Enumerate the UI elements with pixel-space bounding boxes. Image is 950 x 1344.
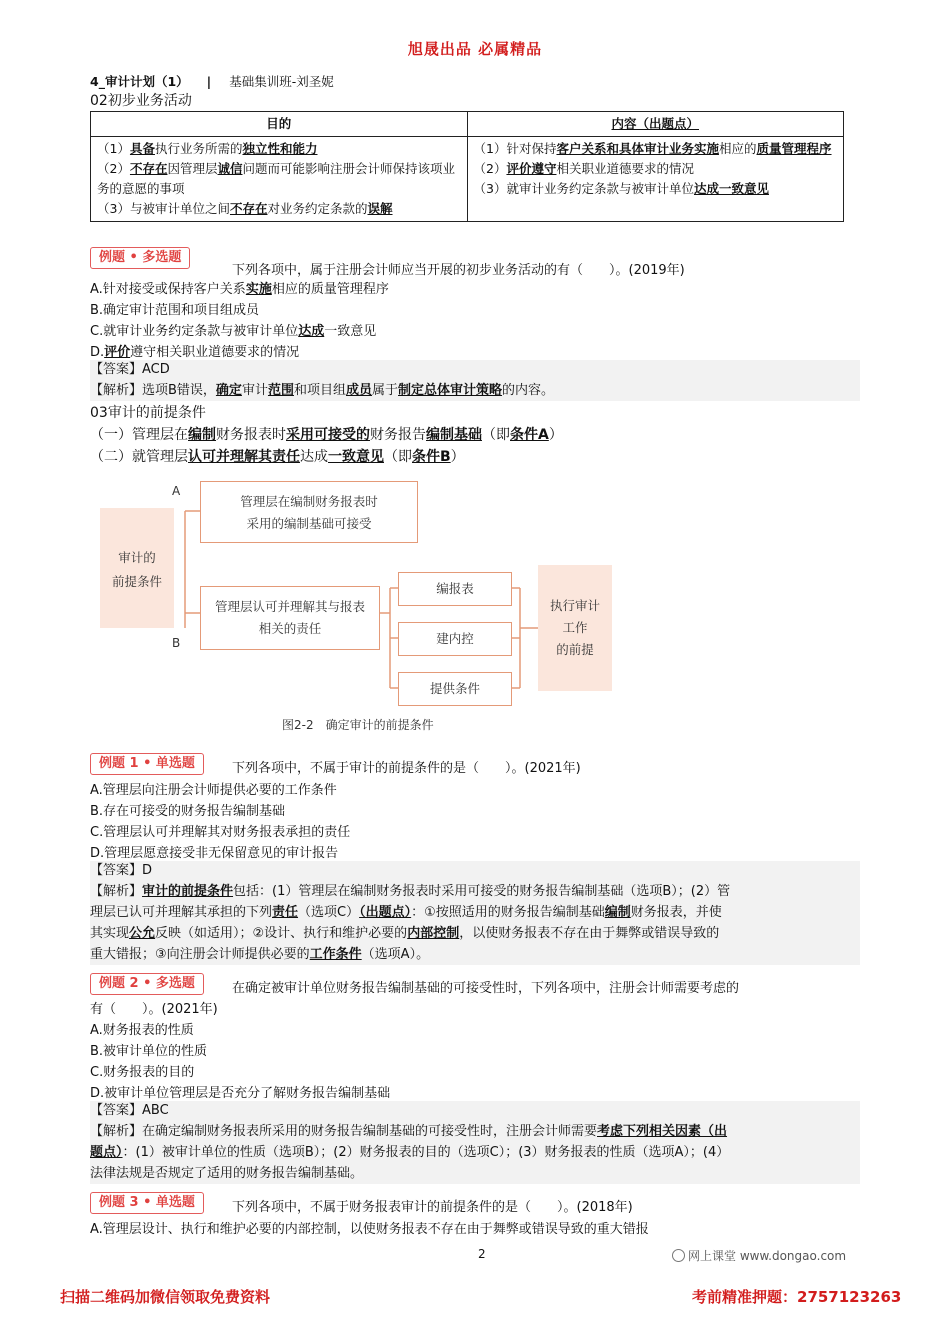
breadcrumb-separator: | bbox=[206, 74, 212, 89]
bottom-right-promo: 考前精准押题：2757123263 bbox=[692, 1288, 902, 1306]
purpose-item-3: （3）与被审计单位之间不存在对业务约定条款的误解 bbox=[97, 201, 393, 216]
diagram-box-condition-a: 管理层在编制财务报表时 采用的编制基础可接受 bbox=[200, 481, 418, 543]
example-2-option-d: D.被审计单位管理层是否充分了解财务报告编制基础 bbox=[90, 1086, 391, 1101]
diagram-box-precondition: 审计的 前提条件 bbox=[100, 508, 174, 628]
example-1-option-d: D.管理层愿意接受非无保留意见的审计报告 bbox=[90, 846, 339, 861]
goal-table-header-purpose: 目的 bbox=[91, 112, 468, 137]
example-0-option-a: A.针对接受或保持客户关系实施相应的质量管理程序 bbox=[90, 282, 389, 297]
breadcrumb bbox=[90, 72, 334, 90]
diagram-caption: 图2-2 确定审计的前提条件 bbox=[282, 718, 434, 732]
breadcrumb-chapter: 4_审计计划（1） bbox=[90, 74, 189, 89]
example-1-analysis: 【解析】审计的前提条件包括：(1）管理层在编制财务报表时采用可接受的财务报告编制基础（选项B）；(2）管 理层已认可并理解其承担的下列责任（选项C）（出题点）：①按照适用的财务报告编制基础编制财务报表，并使 其实现公允反映（如适用）；②设计、执行和维护必要的内部控制，以使财务报表不存在由于舞弊或错误导致的 重大错报；③向注册会计师提供必要的工作条件（选项A）。 bbox=[90, 881, 860, 965]
example-0-question: 下列各项中，属于注册会计师应当开展的初步业务活动的有（ ）。(2019年) bbox=[232, 263, 685, 278]
purpose-item-1: （1）具备执行业务所需的独立性和能力 bbox=[97, 141, 318, 156]
brand-footer: 网上课堂 www.dongao.com bbox=[672, 1247, 846, 1264]
example-3-question: 下列各项中，不属于财务报表审计的前提条件的是（ ）。(2018年) bbox=[232, 1200, 633, 1215]
example-1-option-a: A.管理层向注册会计师提供必要的工作条件 bbox=[90, 783, 337, 798]
diagram-box-condition-b: 管理层认可并理解其与报表 相关的责任 bbox=[200, 586, 380, 650]
example-1-question: 下列各项中，不属于审计的前提条件的是（ ）。(2021年) bbox=[232, 761, 581, 776]
purpose-item-2: （2）不存在因管理层诚信问题而可能影响注册会计师保持该项业务的意愿的事项 bbox=[97, 161, 456, 196]
goal-table-purpose-cell bbox=[91, 137, 468, 222]
diagram-box-audit-premise: 执行审计 工作 的前提 bbox=[538, 565, 612, 691]
example-2-option-a: A.财务报表的性质 bbox=[90, 1023, 194, 1038]
example-1-answer: 【答案】D bbox=[90, 861, 860, 881]
page-number: 2 bbox=[478, 1247, 486, 1261]
content-item-3: （3）就审计业务约定条款与被审计单位达成一致意见 bbox=[473, 181, 769, 196]
diagram-box-provide-conditions: 提供条件 bbox=[398, 672, 512, 706]
goal-table-header-content: 内容（出题点） bbox=[467, 112, 844, 137]
diagram-label-b: B bbox=[172, 636, 181, 650]
section-02-title: 02初步业务活动 bbox=[90, 93, 192, 109]
precondition-diagram bbox=[100, 478, 620, 708]
example-2-option-c: C.财务报表的目的 bbox=[90, 1065, 195, 1080]
example-0-option-c: C.就审计业务约定条款与被审计单位达成一致意见 bbox=[90, 324, 377, 339]
example-0-option-b: B.确定审计范围和项目组成员 bbox=[90, 303, 260, 318]
diagram-box-internal-control: 建内控 bbox=[398, 622, 512, 656]
page-header-title: 旭晟出品 必属精品 bbox=[407, 40, 543, 58]
goal-table-content-cell bbox=[467, 137, 844, 222]
example-1-option-b: B.存在可接受的财务报告编制基础 bbox=[90, 804, 286, 819]
example-0-tag: 例题 • 多选题 bbox=[90, 246, 190, 269]
condition-a: （一）管理层在编制财务报表时采用可接受的财务报告编制基础（即条件A） bbox=[90, 427, 563, 443]
example-1-tag: 例题 1 • 单选题 bbox=[90, 752, 204, 775]
content-item-2: （2）评价遵守相关职业道德要求的情况 bbox=[473, 161, 694, 176]
section-03-title: 03审计的前提条件 bbox=[90, 405, 206, 421]
breadcrumb-course: 基础集训班-刘圣妮 bbox=[229, 74, 334, 89]
diagram-box-prepare-statements: 编报表 bbox=[398, 572, 512, 606]
condition-b: （二）就管理层认可并理解其责任达成一致意见（即条件B） bbox=[90, 449, 465, 465]
example-2-answer: 【答案】ABC bbox=[90, 1101, 860, 1121]
example-3-tag: 例题 3 • 单选题 bbox=[90, 1191, 204, 1214]
example-2-option-b: B.被审计单位的性质 bbox=[90, 1044, 208, 1059]
example-0-analysis: 【解析】选项B错误，确定审计范围和项目组成员属于制定总体审计策略的内容。 bbox=[90, 380, 860, 401]
example-0-answer: 【答案】ACD bbox=[90, 360, 860, 380]
example-2-tag: 例题 2 • 多选题 bbox=[90, 972, 204, 995]
diagram-label-a: A bbox=[172, 484, 181, 498]
example-3-option-a: A.管理层设计、执行和维护必要的内部控制，以使财务报表不存在由于舞弊或错误导致的重大错报 bbox=[90, 1222, 649, 1237]
example-2-question-line-1: 在确定被审计单位财务报告编制基础的可接受性时，下列各项中，注册会计师需要考虑的 bbox=[232, 981, 740, 996]
example-2-question-line-2: 有（ ）。(2021年) bbox=[90, 1002, 218, 1017]
bottom-left-promo: 扫描二维码加微信领取免费资料 bbox=[60, 1288, 271, 1306]
example-2-analysis: 【解析】在确定编制财务报表所采用的财务报告编制基础的可接受性时，注册会计师需要考虑下列相关因素（出 题点）：(1）被审计单位的性质（选项B）；(2）财务报表的目的（选项C）；(3）财务报表的性质（选项A）；(4） 法律法规是否规定了适用的财务报告编制基础。 bbox=[90, 1121, 860, 1184]
content-item-1: （1）针对保持客户关系和具体审计业务实施相应的质量管理程序 bbox=[473, 141, 832, 156]
example-1-option-c: C.管理层认可并理解其对财务报表承担的责任 bbox=[90, 825, 351, 840]
brand-logo-icon bbox=[672, 1249, 685, 1262]
goal-table bbox=[90, 111, 844, 222]
example-0-option-d: D.评价遵守相关职业道德要求的情况 bbox=[90, 345, 300, 360]
